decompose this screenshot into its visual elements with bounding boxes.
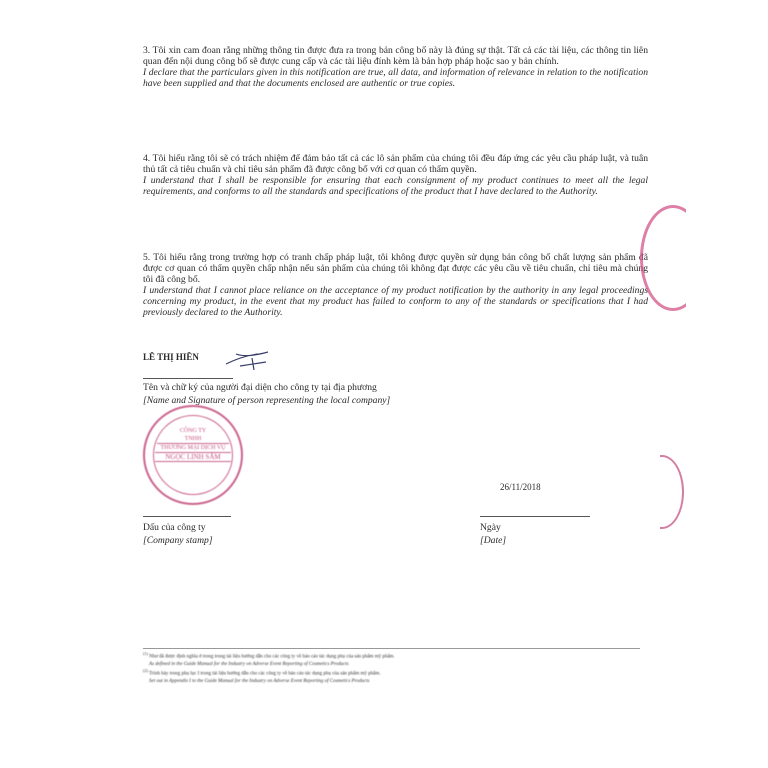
paragraph-en: I declare that the particulars given in this notification are true, all data, and information of relevance in relation to the notification have been supplied and that the documents enclosed are authentic or true copies. (143, 67, 648, 89)
date-label-vi: Ngày (480, 522, 501, 533)
seal-line: THƯƠNG MẠI DỊCH VỤ (157, 443, 229, 452)
declaration-paragraph-4 (143, 153, 648, 197)
seal-line: NGỌC LINH SÂM (155, 452, 231, 462)
footnote-en: As defined in the Guide Manual for the Industry on Adverse Event Reporting of Cosmetics Products (149, 661, 349, 667)
stamp-line (143, 516, 231, 517)
company-stamp-label-en: [Company stamp] (143, 535, 213, 546)
company-seal (143, 405, 243, 505)
signature-caption-en: [Name and Signature of person representing the local company] (143, 395, 391, 406)
footnote-separator (143, 648, 640, 649)
declaration-paragraph-5 (143, 252, 648, 318)
footnote-mark: (2) (143, 668, 148, 673)
partial-seal-right-lower (640, 455, 684, 529)
handwritten-signature (222, 348, 272, 372)
declaration-paragraph-3 (143, 45, 648, 89)
footnote-mark: (1) (143, 651, 148, 656)
date-label-en: [Date] (480, 535, 507, 546)
seal-line: TNHH (184, 436, 202, 442)
signer-name: LÊ THỊ HIỀN (143, 352, 199, 362)
footnote-en: Set out in Appendix I to the Guide Manual for the Industry on Adverse Event Reporting of Cosmetics Products (149, 678, 370, 684)
signature-line (143, 378, 233, 379)
footnote-vi: Như đã được định nghĩa ở trong trong tài liệu hướng dẫn cho các công ty về báo cáo tác dụng phụ của sản phẩm mỹ phẩm. (149, 654, 395, 660)
company-stamp-label-vi: Dấu của công ty (143, 522, 206, 533)
footnote-1 (143, 650, 643, 668)
signature-caption-vi: Tên và chữ ký của người đại diện cho công ty tại địa phương (143, 382, 377, 393)
partial-seal-right (640, 205, 706, 311)
paragraph-en: I understand that I shall be responsible for ensuring that each consignment of my product continues to meet all the legal requirements, and conforms to all the standards and specifications of the product that I have declared to the Authority. (143, 175, 648, 197)
paragraph-en: I understand that I cannot place reliance on the acceptance of my product notification by the authority in any legal proceedings concerning my product, in the event that my product has failed to conform to any of the standards or specifications that I had previously declared to the Authority. (143, 285, 648, 318)
footnote-vi: Trình bày trong phụ lục I trong tài liệu hướng dẫn cho các công ty về báo cáo tác dụng phụ của sản phẩm mỹ phẩm. (149, 671, 381, 677)
date-line (480, 516, 590, 517)
paragraph-vi: 3. Tôi xin cam đoan rằng những thông tin được đưa ra trong bản công bố này là đúng sự thật. Tất cả các tài liệu, các thông tin liên quan đến nội dung công bố sẽ được cung cấp và các tài liệu đính kèm là bản hợp pháp hoặc sao y bản chính. (143, 45, 648, 67)
paragraph-vi: 5. Tôi hiểu rằng trong trường hợp có tranh chấp pháp luật, tôi không được quyền sử dụng bản công bố chất lượng sản phẩm đã được cơ quan có thẩm quyền chấp nhận nếu sản phẩm của chúng tôi không đạt được các yêu cầu về tiêu chuẩn, chỉ tiêu mà chúng tôi đã công bố. (143, 252, 648, 285)
footnote-2 (143, 667, 643, 685)
seal-line: CÔNG TY (179, 428, 207, 434)
paragraph-vi: 4. Tôi hiểu rằng tôi sẽ có trách nhiệm để đảm bảo tất cả các lô sản phẩm của chúng tôi đều đáp ứng các yêu cầu pháp luật, và tuân thủ tất cả tiêu chuẩn và chỉ tiêu sản phẩm đã được công bố với cơ quan có thẩm quyền. (143, 153, 648, 175)
date-value: 26/11/2018 (500, 482, 541, 492)
